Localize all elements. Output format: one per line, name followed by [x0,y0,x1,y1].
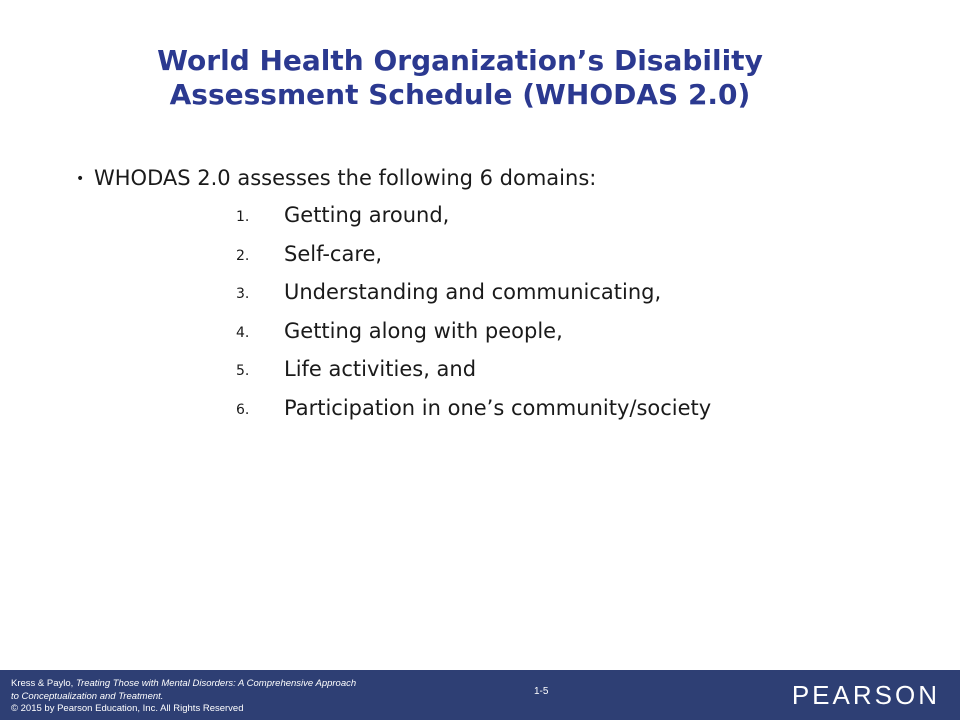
list-item-text: Understanding and communicating, [284,280,662,304]
list-item-number: 2. [236,247,250,264]
slide-title-line1: World Health Organization’s Disability [157,44,763,77]
bullet-dot-icon: • [76,171,85,187]
list-item-text: Self-care, [284,241,383,266]
list-item [236,196,711,235]
list-item-number: 4. [236,324,250,341]
pearson-logo: PEARSON [791,680,940,710]
list-item-text: Getting around, [284,203,450,227]
slide-footer [0,670,960,720]
citation-copyright: © 2015 by Pearson Education, Inc. All Rights Reserved [11,703,244,714]
list-item-text: Life activities, and [284,357,477,381]
page-number: 1-5 [534,686,549,697]
footer-citation [11,678,356,716]
list-item [236,389,711,428]
citation-book-title: Treating Those with Mental Disorders: A Comprehensive Approach [75,678,357,689]
list-item [236,312,711,351]
citation-authors: Kress & Paylo, [11,678,76,689]
slide-title-line2: Assessment Schedule (WHODAS 2.0) [169,78,751,111]
citation-line2: to Conceptualization and Treatment. [11,690,164,702]
list-item-number: 6. [236,401,250,418]
list-item [236,273,711,312]
slide-title [0,44,920,112]
list-item [236,350,711,389]
domain-list [236,196,711,427]
citation-line1 [11,678,356,691]
list-item-text: Getting along with people, [284,318,563,343]
list-item-text: Participation in one’s community/society [284,395,712,420]
list-item-number: 1. [236,209,250,225]
list-item [236,235,711,274]
list-item-number: 5. [236,363,250,379]
list-item-number: 3. [236,286,250,302]
bullet-text: WHODAS 2.0 assesses the following 6 domains: [94,166,597,190]
bullet-item [76,163,596,194]
